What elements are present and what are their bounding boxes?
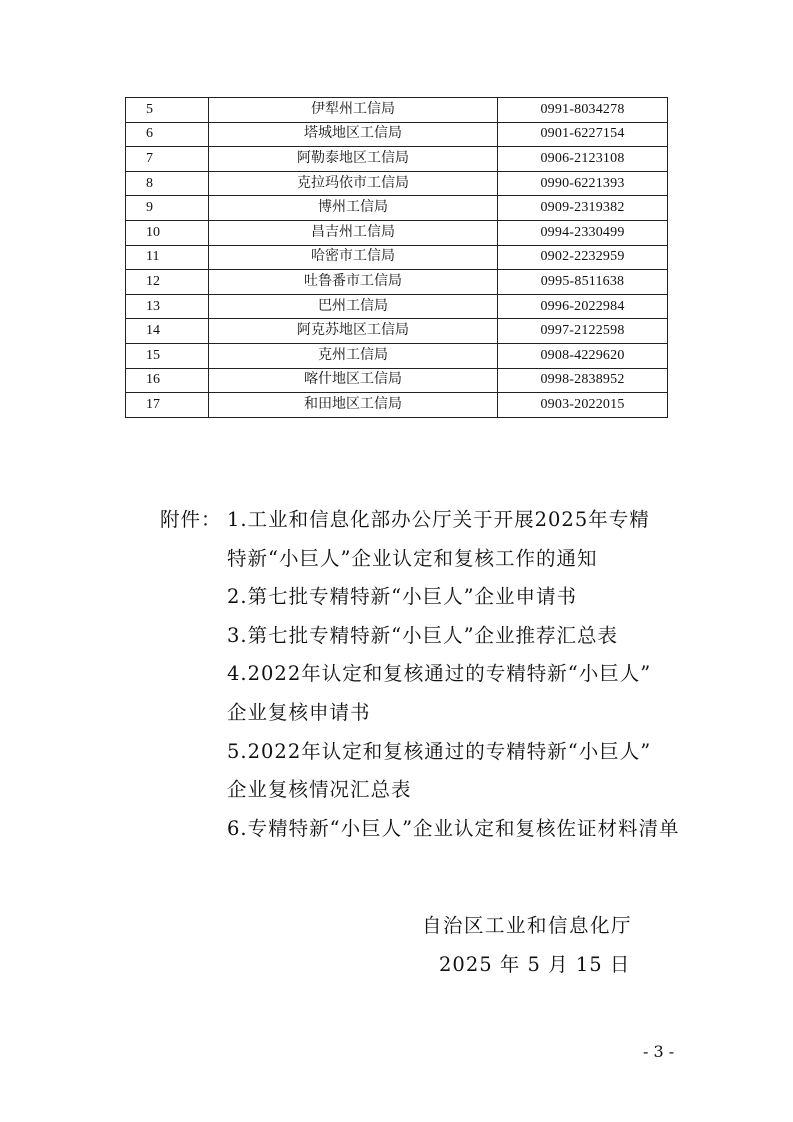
agency-name-cell: 博州工信局 (209, 196, 498, 221)
agency-name-cell: 塔城地区工信局 (209, 122, 498, 147)
phone-cell: 0995-8511638 (498, 270, 668, 295)
row-number-cell: 14 (126, 319, 209, 344)
agency-name-cell: 克州工信局 (209, 343, 498, 368)
page-number: - 3 - (643, 1042, 675, 1061)
agency-name-cell: 伊犁州工信局 (209, 98, 498, 123)
phone-cell: 0906-2123108 (498, 147, 668, 172)
attachment-6-text: 6.专精特新“小巨人”企业认定和复核佐证材料清单 (227, 816, 680, 840)
row-number-cell: 6 (126, 122, 209, 147)
attachment-1-continued: 特新“小巨人”企业认定和复核工作的通知 (227, 546, 598, 570)
phone-cell: 0996-2022984 (498, 294, 668, 319)
table-row (126, 270, 668, 295)
attachment-line (160, 810, 680, 849)
table-row (126, 196, 668, 221)
agency-name-cell: 和田地区工信局 (209, 393, 498, 418)
row-number-cell: 8 (126, 171, 209, 196)
attachment-5-text: 5.2022年认定和复核通过的专精特新“小巨人” (227, 739, 652, 763)
attachment-line (160, 540, 680, 579)
phone-cell: 0994-2330499 (498, 220, 668, 245)
table-row (126, 245, 668, 270)
agency-name-cell: 巴州工信局 (209, 294, 498, 319)
phone-cell: 0998-2838952 (498, 368, 668, 393)
phone-cell: 0908-4229620 (498, 343, 668, 368)
row-number-cell: 15 (126, 343, 209, 368)
attachment-line (160, 733, 680, 772)
attachment-4-text: 4.2022年认定和复核通过的专精特新“小巨人” (227, 662, 652, 686)
attachment-4-continued: 企业复核申请书 (227, 700, 371, 724)
table-row (126, 147, 668, 172)
row-number-cell: 11 (126, 245, 209, 270)
issue-date: 2025 年 5 月 15 日 (439, 953, 631, 976)
agency-name-cell: 哈密市工信局 (209, 245, 498, 270)
table-row (126, 98, 668, 123)
attachment-2-text: 2.第七批专精特新“小巨人”企业申请书 (227, 585, 578, 609)
attachments-label: 附件： (160, 508, 222, 531)
row-number-cell: 12 (126, 270, 209, 295)
table-row (126, 122, 668, 147)
attachment-5-continued: 企业复核情况汇总表 (227, 778, 412, 802)
attachment-line (160, 578, 680, 617)
attachment-line (160, 694, 680, 733)
attachment-3-text: 3.第七批专精特新“小巨人”企业推荐汇总表 (227, 623, 619, 647)
row-number-cell: 13 (126, 294, 209, 319)
row-number-cell: 9 (126, 196, 209, 221)
phone-cell: 0909-2319382 (498, 196, 668, 221)
agency-name-cell: 阿克苏地区工信局 (209, 319, 498, 344)
contacts-table (125, 97, 668, 418)
row-number-cell: 7 (126, 147, 209, 172)
phone-cell: 0902-2232959 (498, 245, 668, 270)
table-row (126, 368, 668, 393)
agency-name-cell: 昌吉州工信局 (209, 220, 498, 245)
attachment-line (160, 771, 680, 810)
phone-cell: 0991-8034278 (498, 98, 668, 123)
phone-cell: 0901-6227154 (498, 122, 668, 147)
attachment-line (160, 655, 680, 694)
table-row (126, 343, 668, 368)
table-row (126, 220, 668, 245)
row-number-cell: 5 (126, 98, 209, 123)
attachment-line (160, 501, 680, 540)
contacts-table-body (126, 98, 668, 418)
phone-cell: 0903-2022015 (498, 393, 668, 418)
table-row (126, 171, 668, 196)
table-row (126, 319, 668, 344)
row-number-cell: 16 (126, 368, 209, 393)
issuer-signature: 自治区工业和信息化厅 (422, 914, 633, 937)
attachment-line (160, 617, 680, 656)
agency-name-cell: 吐鲁番市工信局 (209, 270, 498, 295)
phone-cell: 0990-6221393 (498, 171, 668, 196)
row-number-cell: 10 (126, 220, 209, 245)
table-row (126, 393, 668, 418)
agency-name-cell: 克拉玛依市工信局 (209, 171, 498, 196)
row-number-cell: 17 (126, 393, 209, 418)
agency-name-cell: 阿勒泰地区工信局 (209, 147, 498, 172)
attachments-list (160, 501, 680, 848)
attachment-1-text: 1.工业和信息化部办公厅关于开展2025年专精 (227, 508, 650, 531)
agency-name-cell: 喀什地区工信局 (209, 368, 498, 393)
table-row (126, 294, 668, 319)
phone-cell: 0997-2122598 (498, 319, 668, 344)
